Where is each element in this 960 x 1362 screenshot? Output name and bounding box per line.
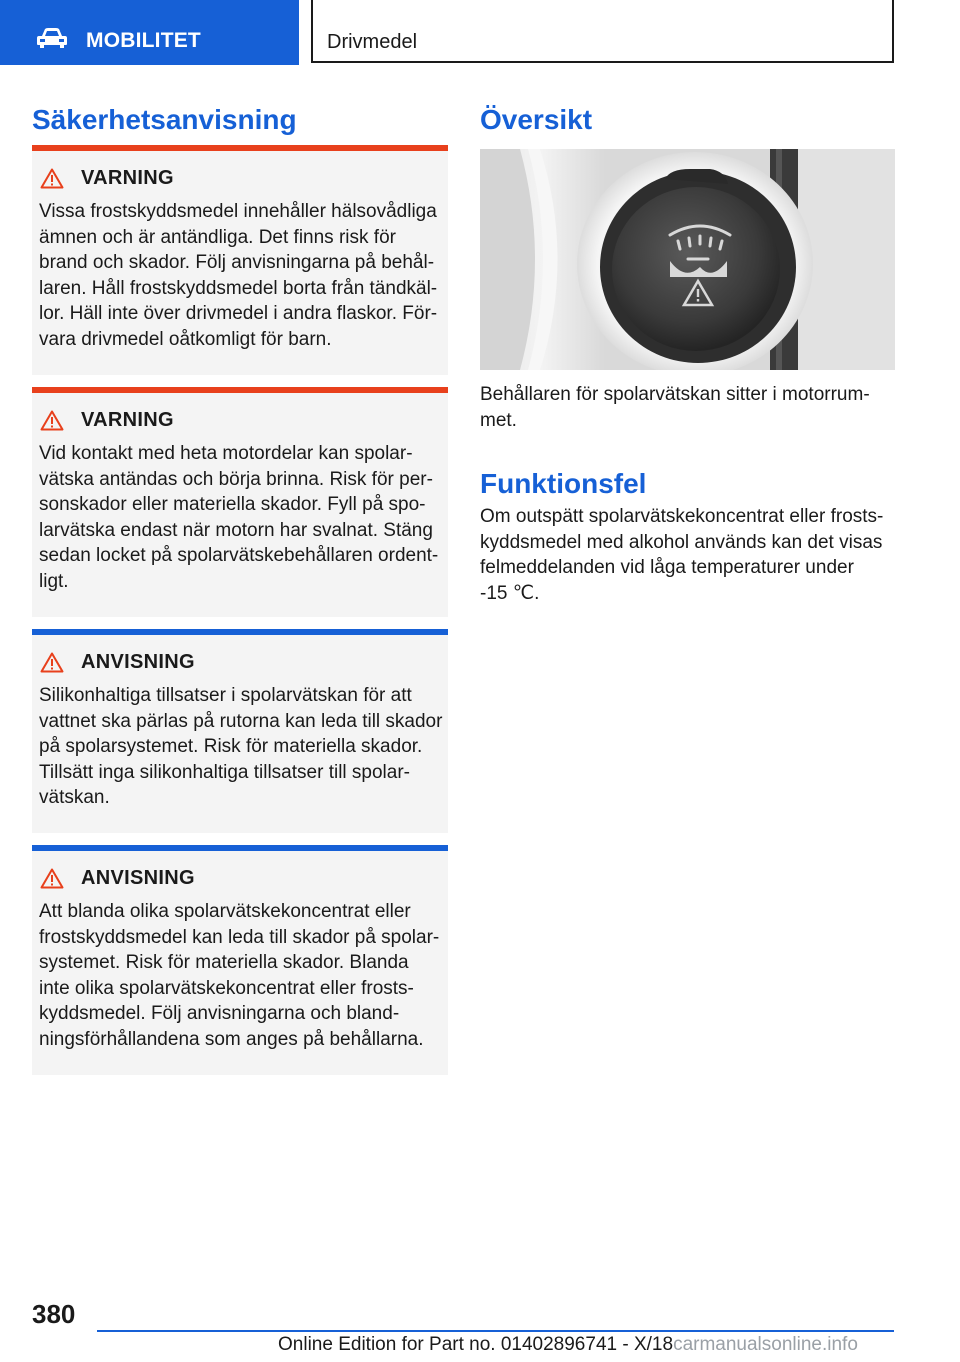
- notice-box-2: [32, 845, 448, 1075]
- warning-label: VARNING: [81, 409, 174, 431]
- notice-text: Att blanda olika spolarvätskekoncentrat eller frostskyddsmedel kan leda till skador på spolar- systemet. Risk för materiella skador. Blanda inte olika spolarvätskekoncentrat eller frosts- kyddsmedel. Följ anvisningarna och bland- ningsförhållandena som anges på behållarna.: [39, 901, 440, 1050]
- notice-triangle-icon: [40, 652, 64, 673]
- overview-caption: Behållaren för spolarvätskan sitter i motorrum- met.: [480, 384, 870, 431]
- page-number: 380: [32, 1299, 76, 1329]
- warning-bar: [32, 387, 448, 393]
- notice-text: Silikonhaltiga tillsatser i spolarvätskan för att vattnet ska pärlas på rutorna kan leda till skador på spolarsystemet. Risk för materiella skador. Tillsätt inga silikonhaltiga tillsatser till spolar- vätskan.: [39, 685, 443, 809]
- notice-label: ANVISNING: [81, 651, 195, 673]
- notice-bar: [32, 629, 448, 635]
- warning-box-1: [32, 145, 448, 375]
- footer-divider: [97, 1330, 894, 1332]
- chapter-label: Drivmedel: [327, 31, 418, 53]
- warning-triangle-icon: [40, 168, 64, 189]
- notice-box-1: [32, 629, 448, 833]
- malfunction-heading: Funktionsfel: [480, 468, 647, 499]
- section-tab: [0, 0, 299, 65]
- overview-heading: Översikt: [480, 104, 593, 135]
- footer-edition: [278, 1334, 858, 1356]
- watermark-text: carmanualsonline.info: [673, 1334, 858, 1355]
- notice-triangle-icon: [40, 868, 64, 889]
- section-label: MOBILITET: [86, 29, 201, 52]
- warning-triangle-icon: [40, 410, 64, 431]
- safety-heading: Säkerhetsanvisning: [32, 104, 297, 135]
- washer-reservoir-photo: [480, 149, 895, 370]
- edition-text: Online Edition for Part no. 01402896741 - X/18: [278, 1334, 674, 1355]
- warning-box-2: [32, 387, 448, 617]
- warning-text: Vissa frostskyddsmedel innehåller hälsovådliga ämnen och är antändliga. Det finns risk för brand och skador. Följ anvisningarna på behål- laren. Håll frostskyddsmedel borta från tändkäl- lor. Häll inte över drivmedel i andra flaskor. För- vara drivmedel oåtkomligt för barn.: [39, 201, 438, 350]
- car-icon: [36, 27, 68, 49]
- warning-text: Vid kontakt med heta motordelar kan spolar- vätska antändas och börja brinna. Risk för per- sonskador eller materiella skador. Fyll på spo- larvätska endast när motorn har svalnat. Stäng sedan locket på spolarvätskebehållaren ordent- ligt.: [39, 443, 439, 592]
- malfunction-text: Om outspätt spolarvätskekoncentrat eller frosts- kyddsmedel med alkohol används kan det visas felmeddelanden vid låga temperaturer under -15 ℃.: [480, 506, 884, 604]
- notice-bar: [32, 845, 448, 851]
- warning-bar: [32, 145, 448, 151]
- notice-label: ANVISNING: [81, 867, 195, 889]
- chapter-tab: [311, 0, 894, 63]
- warning-label: VARNING: [81, 167, 174, 189]
